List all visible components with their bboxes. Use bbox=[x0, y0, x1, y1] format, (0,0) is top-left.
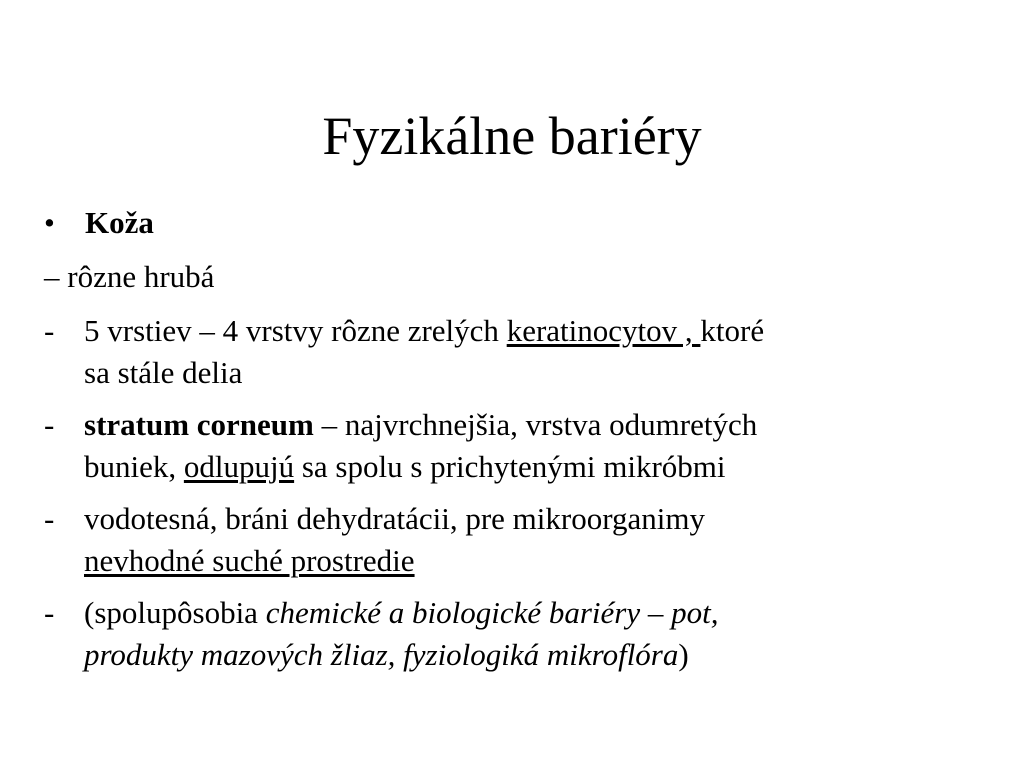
item-3-line-1: vodotesná, bráni dehydratácii, pre mikroorganimy bbox=[84, 501, 705, 536]
item-4-line-2 bbox=[84, 634, 689, 676]
dash-marker: - bbox=[44, 595, 55, 630]
item-3-line-2 bbox=[84, 540, 415, 582]
item-1-underlined: keratinocytov , bbox=[506, 313, 701, 348]
item-2-underlined: odlupujú bbox=[183, 449, 295, 484]
dash-marker: - bbox=[44, 407, 55, 442]
intro-line: – rôzne hrubá bbox=[44, 259, 215, 294]
item-1-text-b: ktoré bbox=[700, 313, 765, 348]
item-4-line-1 bbox=[84, 592, 718, 634]
item-4-italic: chemické a biologické bariéry – pot, bbox=[265, 595, 719, 630]
item-1-line-2: sa stále delia bbox=[84, 355, 243, 390]
bullet-heading: Koža bbox=[85, 205, 154, 240]
item-2-text-a: – najvrchnejšia, vrstva odumretých bbox=[313, 407, 758, 442]
bullet-marker: • bbox=[44, 205, 55, 240]
item-2-line-1 bbox=[84, 404, 757, 446]
item-2-text-d: sa spolu s prichytenými mikróbmi bbox=[294, 449, 726, 484]
dash-marker: - bbox=[44, 313, 55, 348]
slide-title: Fyzikálne bariéry bbox=[322, 106, 702, 166]
item-3-underlined: nevhodné suché prostredie bbox=[84, 543, 415, 578]
dash-marker: - bbox=[44, 501, 55, 536]
item-4-text-b: ) bbox=[678, 637, 689, 672]
item-4-text-a: (spolupôsobia bbox=[84, 595, 266, 630]
item-1-text-a: 5 vrstiev – 4 vrstvy rôzne zrelých bbox=[84, 313, 507, 348]
item-4-italic-2: produkty mazových žliaz, fyziologiká mikroflóra bbox=[84, 637, 679, 672]
item-2-bold-term: stratum corneum bbox=[84, 407, 314, 442]
item-2-line-2 bbox=[84, 446, 726, 488]
item-2-text-c: buniek, bbox=[84, 449, 184, 484]
item-1-line-1 bbox=[84, 310, 764, 352]
